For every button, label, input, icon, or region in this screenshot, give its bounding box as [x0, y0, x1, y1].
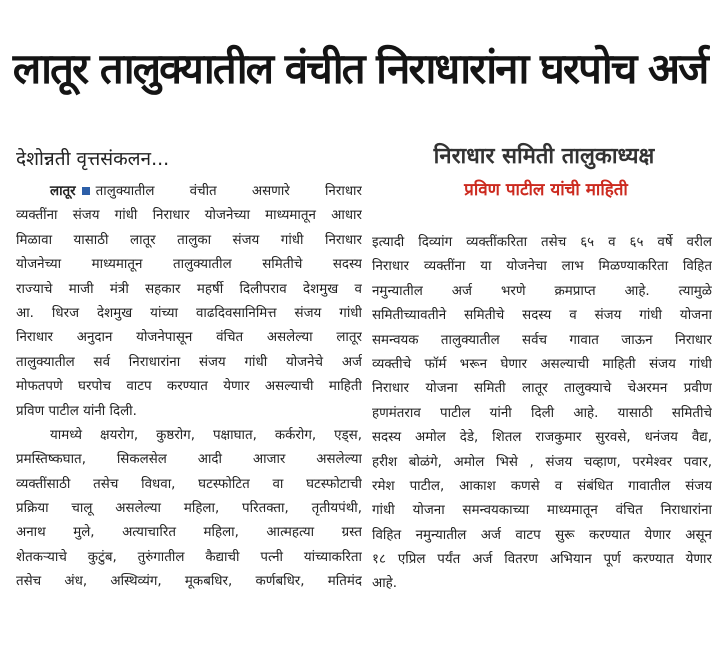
article-line: योजनेच्या माध्यमातून तालुक्यातील समितीचे सदस्य	[16, 257, 362, 273]
article-line: समन्वयक तालुक्यातील सर्वच गावात जाऊन निराधार	[372, 332, 712, 348]
article-line: रमेश पाटील, आकाश कणसे व संबंधित गावातील संजय	[372, 478, 712, 494]
article-line: विहित नमुन्यातील अर्ज वाटप सुरू करण्यात येणार असून	[372, 527, 712, 543]
article-line: निराधार अनुदान योजनेपासून वंचित असलेल्या लातूर	[16, 330, 362, 346]
article-line: तालुक्यातील सर्व निराधारांना संजय गांधी योजनेचे अर्ज	[16, 354, 362, 370]
byline: देशोन्नती वृत्तसंकलन...	[16, 148, 170, 170]
article-line: प्रमस्तिष्कघात, सिकलसेल आदी आजार असलेल्या	[16, 452, 362, 468]
dateline: लातूर	[50, 184, 76, 199]
article-line: प्रक्रिया चालू असलेल्या महिला, परितक्ता, तृतीयपंथी,	[16, 501, 362, 517]
article-line: गांधी योजना समन्वयकाच्या माध्यमातून वंचित निराधारांना	[372, 503, 712, 519]
article-line: आहे.	[372, 576, 398, 592]
article-line: नमुन्यातील अर्ज भरणे क्रमप्राप्त आहे. त्यामुळे	[372, 283, 712, 299]
article-line: तसेच अंध, अस्थिव्यंग, मूकबधिर, कर्णबधिर, मतिमंद	[16, 574, 362, 590]
article-line: शेतकऱ्याचे कुटुंब, तुरुंगातील कैद्याची पत्नी यांच्याकरिता	[16, 549, 362, 565]
square-bullet-icon	[82, 187, 90, 195]
article-line: निराधार व्यक्तींना या योजनेचा लाभ मिळण्याकरिता विहित	[372, 259, 712, 275]
article-line: लातूर तालुक्यातील वंचीत असणारे निराधार	[50, 184, 362, 199]
subhead-sub: प्रविण पाटील यांची माहिती	[464, 180, 628, 200]
article-line: मिळावा यासाठी लातूर तालुका संजय गांधी निराधार	[16, 232, 362, 248]
left-column	[16, 180, 362, 595]
subhead-main: निराधार समिती तालुकाध्यक्ष	[433, 144, 655, 169]
article-line: अनाथ मुले, अत्याचारित महिला, आत्महत्या ग्रस्त	[16, 525, 362, 541]
article-line: प्रविण पाटील यांनी दिली.	[16, 403, 137, 419]
right-column	[372, 231, 712, 597]
article-line: १८ एप्रिल पर्यंत अर्ज वितरण अभियान पूर्ण करण्यात येणार	[372, 552, 712, 568]
article-line: व्यक्तींसाठी तसेच विधवा, घटस्फोटित वा घटस्फोटाची	[16, 476, 362, 492]
article-line: आ. धिरज देशमुख यांच्या वाढदिवसानिमित्त संजय गांधी	[16, 305, 362, 321]
article-line: मोफतपणे घरपोच वाटप करण्यात येणार असल्याची माहिती	[16, 379, 362, 395]
article-line: हरीश बोळंगे, अमोल भिसे , संजय चव्हाण, परमेश्वर पवार,	[372, 454, 712, 470]
article-line: हणमंतराव पाटील यांनी दिली आहे. यासाठी समितीचे	[372, 405, 712, 421]
article-line: यामध्ये क्षयरोग, कुष्ठरोग, पक्षाघात, कर्करोग, एड्स,	[50, 427, 362, 443]
article-line: व्यक्तीचे फॉर्म भरून घेणार असल्याची माहिती संजय गांधी	[372, 356, 712, 372]
article-line: सदस्य अमोल देडे, शितल राजकुमार सुरवसे, धनंजय वैद्य,	[372, 430, 712, 446]
article-line: इत्यादी दिव्यांग व्यक्तींकरिता तसेच ६५ व ६५ वर्षे वरील	[372, 235, 712, 250]
article-line: निराधार योजना समिती लातूर तालुक्याचे चेअरमन प्रवीण	[372, 381, 712, 397]
article-line: व्यक्तींना संजय गांधी निराधार योजनेच्या माध्यमातून आधार	[16, 208, 362, 224]
headline: लातूर तालुक्यातील वंचीत निराधारांना घरपोच अर्ज	[12, 44, 708, 93]
article-line: समितीच्यावतीने समितीचे सदस्य व संजय गांधी योजना	[372, 308, 712, 324]
article-line: राज्याचे माजी मंत्री सहकार महर्षी दिलीपराव देशमुख व	[16, 281, 362, 297]
